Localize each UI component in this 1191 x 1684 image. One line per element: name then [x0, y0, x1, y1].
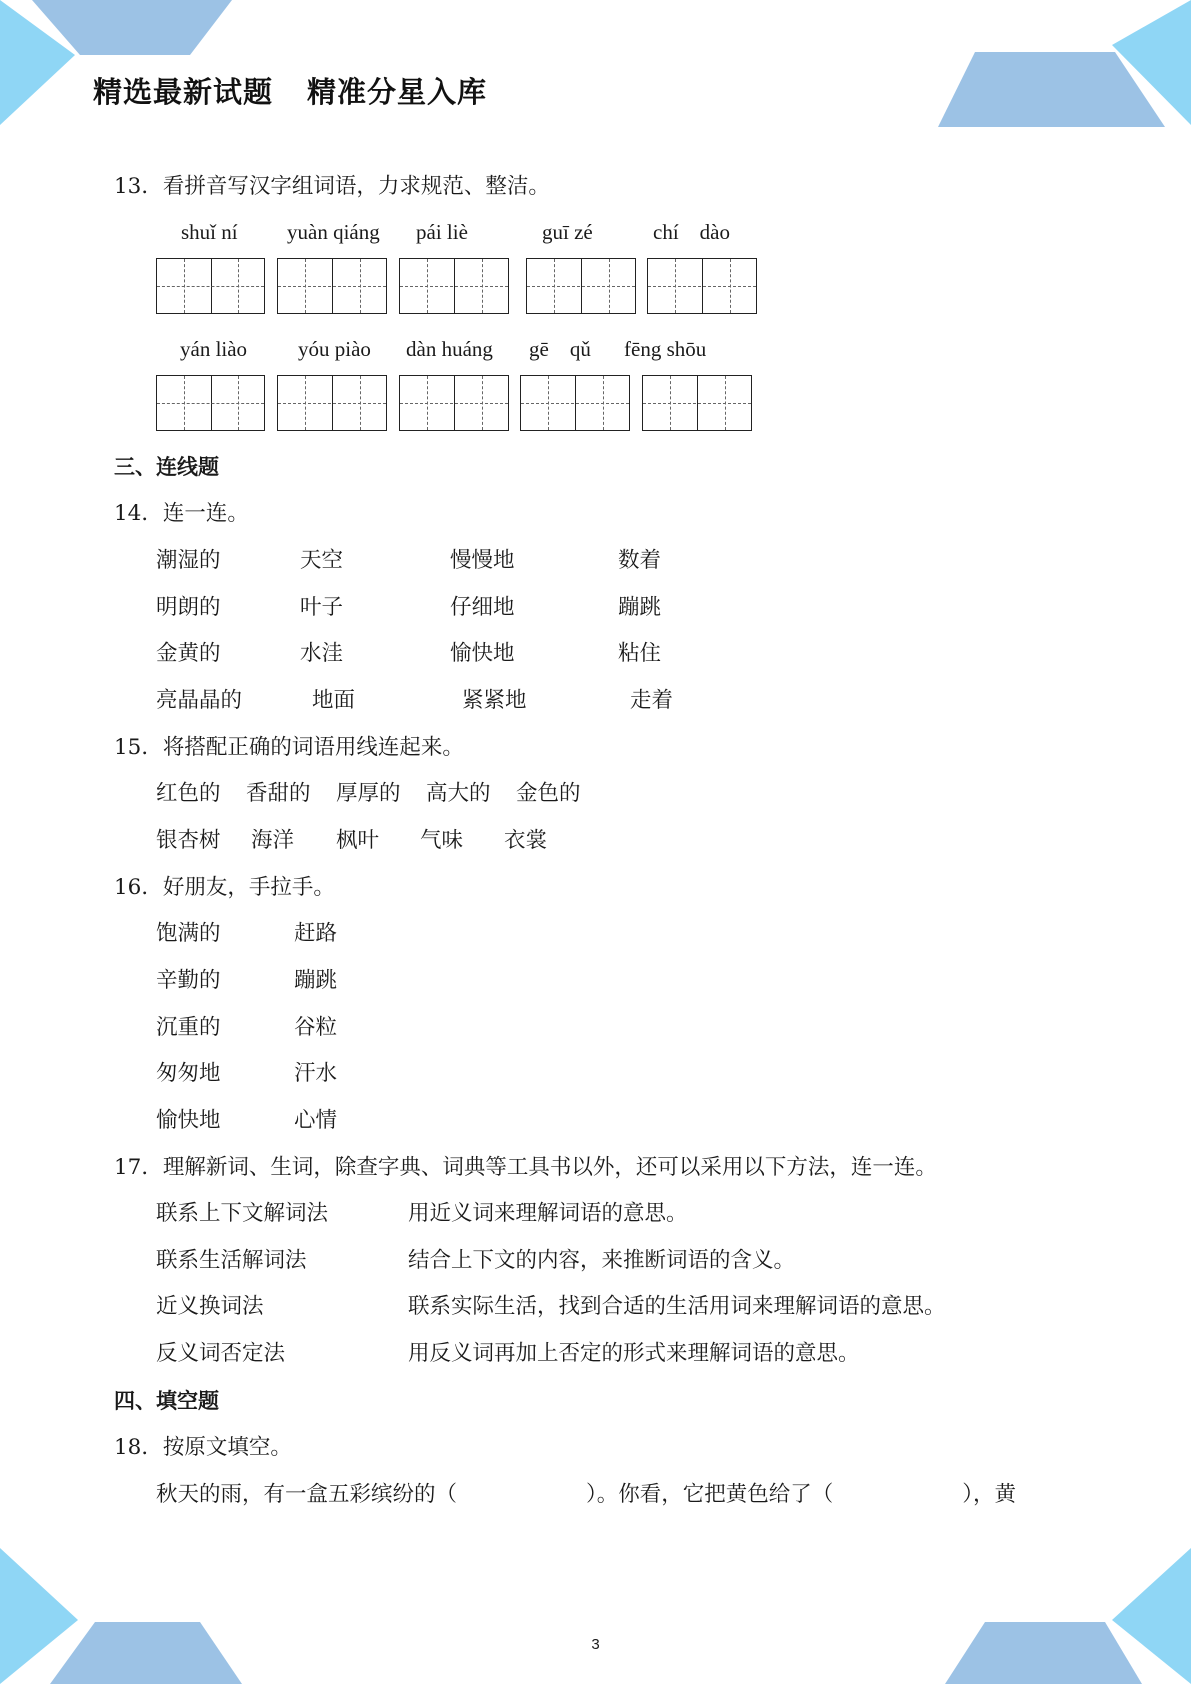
section-heading: 三、连线题 [114, 455, 219, 479]
match-word: 沉重的 [156, 1015, 221, 1040]
q18-prompt: 18．按原文填空。 [114, 1435, 292, 1460]
method-description: 结合上下文的内容，来推断词语的含义。 [408, 1248, 796, 1273]
match-word: 明朗的 [156, 595, 221, 620]
match-word: 海洋 [251, 828, 295, 853]
match-word: 粘住 [618, 641, 662, 666]
method-description: 联系实际生活，找到合适的生活用词来理解词语的意思。 [408, 1294, 946, 1319]
match-word: 走着 [630, 688, 674, 713]
writing-grid[interactable] [526, 258, 636, 314]
q17-prompt: 17．理解新词、生词，除查字典、词典等工具书以外，还可以采用以下方法，连一连。 [114, 1155, 937, 1180]
method-description: 用近义词来理解词语的意思。 [408, 1201, 688, 1226]
header-title [93, 70, 521, 111]
match-word: 辛勤的 [156, 968, 221, 993]
header-title-right: 精准分星入库 [307, 75, 488, 109]
match-word: 地面 [312, 688, 356, 713]
writing-grid[interactable] [647, 258, 757, 314]
match-word: 衣裳 [504, 828, 548, 853]
method-name: 近义换词法 [156, 1294, 264, 1319]
match-word: 汗水 [294, 1061, 338, 1086]
match-word: 匆匆地 [156, 1061, 221, 1086]
pinyin-label: guī zé [542, 220, 593, 244]
match-word: 高大的 [426, 781, 491, 806]
q14-prompt: 14．连一连。 [114, 501, 249, 526]
writing-grid[interactable] [156, 258, 265, 314]
match-word: 亮晶晶的 [156, 688, 243, 713]
q15-prompt: 15．将搭配正确的词语用线连起来。 [114, 735, 464, 760]
pinyin-label: gē qǔ [529, 337, 591, 361]
match-word: 红色的 [156, 781, 221, 806]
match-word: 蹦跳 [294, 968, 338, 993]
pinyin-label: chí dào [653, 220, 730, 244]
q16-prompt: 16．好朋友，手拉手。 [114, 875, 335, 900]
writing-grid[interactable] [399, 375, 509, 431]
method-name: 联系生活解词法 [156, 1248, 307, 1273]
method-name: 联系上下文解词法 [156, 1201, 329, 1226]
match-word: 天空 [300, 548, 344, 573]
pinyin-label: yuàn qiáng [287, 220, 380, 244]
match-word: 金黄的 [156, 641, 221, 666]
header-title-left: 精选最新试题 [93, 75, 274, 109]
bottom-left-trapezoid [50, 1622, 242, 1684]
method-name: 反义词否定法 [156, 1341, 286, 1366]
writing-grid[interactable] [520, 375, 630, 431]
pinyin-label: shuǐ ní [181, 220, 238, 244]
match-word: 枫叶 [336, 828, 380, 853]
match-word: 饱满的 [156, 921, 221, 946]
bottom-right-trapezoid [945, 1622, 1142, 1684]
match-word: 气味 [420, 828, 464, 853]
match-word: 金色的 [516, 781, 581, 806]
match-word: 愉快地 [156, 1108, 221, 1133]
pinyin-label: yán liào [180, 337, 248, 361]
q13-prompt: 13．看拼音写汉字组词语，力求规范、整洁。 [114, 174, 550, 199]
match-word: 愉快地 [450, 641, 515, 666]
match-word: 心情 [294, 1108, 338, 1133]
match-word: 紧紧地 [462, 688, 527, 713]
section-heading: 四、填空题 [114, 1389, 219, 1413]
match-word: 香甜的 [246, 781, 311, 806]
writing-grid[interactable] [156, 375, 265, 431]
match-word: 叶子 [300, 595, 344, 620]
match-word: 仔细地 [450, 595, 515, 620]
match-word: 蹦跳 [618, 595, 662, 620]
pinyin-label: dàn huáng [406, 337, 493, 361]
method-description: 用反义词再加上否定的形式来理解词语的意思。 [408, 1341, 860, 1366]
match-word: 潮湿的 [156, 548, 221, 573]
match-word: 银杏树 [156, 828, 221, 853]
fill-blank-line[interactable]: 秋天的雨，有一盒五彩缤纷的（ ）。你看，它把黄色给了（ ），黄 [156, 1482, 1017, 1507]
page-number: 3 [591, 1636, 600, 1653]
writing-grid[interactable] [277, 375, 387, 431]
match-word: 水洼 [300, 641, 344, 666]
pinyin-label: fēng shōu [624, 337, 707, 361]
writing-grid[interactable] [277, 258, 387, 314]
pinyin-label: pái liè [416, 220, 468, 244]
pinyin-label: yóu piào [298, 337, 371, 361]
match-word: 谷粒 [294, 1015, 338, 1040]
match-word: 厚厚的 [336, 781, 401, 806]
match-word: 数着 [618, 548, 662, 573]
writing-grid[interactable] [642, 375, 752, 431]
match-word: 慢慢地 [450, 548, 515, 573]
match-word: 赶路 [294, 921, 338, 946]
writing-grid[interactable] [399, 258, 509, 314]
